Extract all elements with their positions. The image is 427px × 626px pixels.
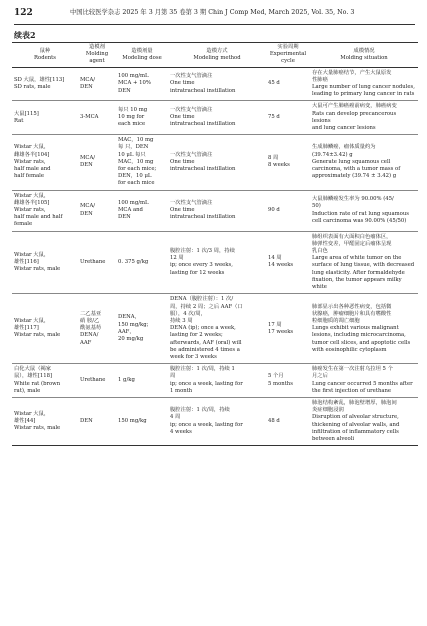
cell-method [168,294,266,364]
cell-rodent [12,101,78,135]
cell-line: Urethane [80,376,106,383]
column-header-en: Modeling method [193,54,241,61]
cell-outcome [310,135,418,190]
cell-line: Wistar rats, male [14,425,61,432]
cell-line: half female [14,173,45,180]
cell-method [168,231,266,294]
cell-line: approximately (39.74 ± 3.42) g [312,173,397,180]
cell-line: 20 mg/kg [118,335,144,342]
cell-method [168,364,266,398]
cell-rodent [12,364,78,398]
cell-line: AAF [80,339,92,346]
cell-line: ip; once a week, lasting for [170,380,243,387]
cell-line: half male and half [14,214,63,221]
cell-outcome [310,67,418,101]
column-header-en: Molding situation [340,54,388,61]
cell-line: 肺泡结构紊乱，肺泡壁增厚，肺泡间 [312,399,397,406]
cell-line: intratracheal instillation [170,214,236,221]
table-body [12,67,418,446]
cell-rodent [12,294,78,364]
cell-cycle [266,294,310,364]
column-header-zh: 造模方式 [206,47,228,54]
cell-line: cell carcinoma was 90.00% (45/50) [312,217,407,224]
cell-line: 生成肺鳞癌，瘤体质量约为 [312,144,376,151]
cell-line: 5 months [268,380,293,387]
journal-line: 中国比较医学杂志 2025 年 3 月第 35 卷第 3 期 Chin J Comp Med, March 2025, Vol. 35, No. 3 [70,9,355,16]
cell-line: Wistar 大鼠， [14,251,50,258]
cell-line: DEN，10 μL [118,173,152,180]
cell-line: ip; once every 3 weeks, [170,262,233,269]
cell-line: DEN [118,214,131,221]
cell-cycle [266,397,310,445]
cell-line: DENA， [118,314,140,321]
cell-line: surface of lung tissue, with decreased [312,262,415,269]
data-table [12,42,418,446]
cell-line: ip; once a week, lasting for [170,421,243,428]
cell-line: the first injection of urethane [312,387,392,394]
cell-line: lesions, including microcarcinoma, [312,332,406,339]
column-header-en: Molding agent [85,51,109,65]
table-row [12,101,418,135]
cell-line: 肺癌发生在第一次注射乌拉坦 5 个 [312,366,393,373]
cell-line: 雄性[44] [14,417,36,424]
cell-line: 0. 375 g/kg [118,258,149,265]
cell-line: 硝 胺/乙 [80,317,100,324]
cell-outcome [310,294,418,364]
cell-line: afterwards, AAF (oral) will [170,339,242,346]
cell-line: 4 weeks [170,428,192,435]
column-header-en: Experimental cycle [269,51,307,65]
cell-line: 肺部显示出各种恶性病变，包括微 [312,303,392,310]
cell-cycle [266,101,310,135]
cell-line: 150 mg/kg [118,417,147,424]
cell-line: Large number of lung cancer nodules, [312,84,415,91]
cell-line: 17 周 [268,321,282,328]
cell-method [168,67,266,101]
cell-line: MAC，10 mg [118,158,154,165]
cell-line: Wistar rats, [14,158,46,165]
cell-line: 月之后 [312,373,328,380]
cell-method [168,101,266,135]
cell-line: Lung cancer occurred 5 months after [312,380,413,387]
cell-line: MCA and [118,207,143,214]
table-row [12,67,418,101]
cell-line: 雄性[117] [14,325,39,332]
cell-line: Rats can develop precancerous lesions [312,110,397,124]
cell-line: Large area of white tumor on the [312,255,402,262]
cell-line: 腹腔注射：1 次/3 周，持续 [170,248,235,255]
column-header-zh: 成模情况 [353,47,375,54]
cell-line: 雌雄各半[104] [14,151,50,158]
cell-line: DEN [118,87,131,94]
cell-line: lung elasticity. After formaldehyde [312,269,405,276]
cell-line: rat), male [14,387,41,394]
cell-line: 服），4 次/周， [170,310,206,317]
column-header-en: Rodents [34,54,56,61]
cell-line: Disruption of alveolar structure, [312,414,399,421]
cell-rodent [12,231,78,294]
cell-line: 酰氨基芴 [80,325,102,332]
cell-line: 雌雄各半[105] [14,199,50,206]
cell-line: Wistar 大鼠， [14,192,50,199]
cell-line: MCA/ [80,203,96,210]
cell-line: lasting for 2 weeks; [170,332,223,339]
cell-dose [116,67,168,101]
cell-line: 大鼠肺鳞癌发生率为 90.00% (45/ [312,196,394,203]
cell-line: 一次性支气管滴注 [170,73,213,80]
cell-line: Urethane [80,258,106,265]
cell-line: 45 d [268,80,280,87]
cell-agent [78,294,116,364]
cell-agent [78,190,116,231]
cell-line: MAC，10 mg [118,137,154,144]
cell-line: AAF， [118,328,135,335]
cell-line: 每只 10 mg [118,107,148,114]
cell-line: and lung cancer lesions [312,125,376,132]
cell-dose [116,294,168,364]
cell-line: 3-MCA [80,114,99,121]
cell-line: thickening of alveolar walls, and [312,421,400,428]
table-row [12,231,418,294]
cell-cycle [266,135,310,190]
column-header [266,43,310,68]
cell-line: intratracheal instillation [170,166,236,173]
cell-line: with eosinophilic cytoplasm [312,346,387,353]
cell-line: DEN [80,210,93,217]
cell-rodent [12,397,78,445]
cell-line: be administered 4 times a [170,346,240,353]
cell-outcome [310,397,418,445]
cell-line: 粒细胞质的凋亡细胞 [312,317,360,324]
cell-outcome [310,231,418,294]
cell-line: Generate lung squamous cell [312,158,391,165]
cell-line: DENA（腹腔注射）：1 次/ [170,296,234,303]
cell-line: 17 weeks [268,328,294,335]
cell-line: carcinoma, with a tumor mass of [312,166,401,173]
cell-line: 二乙基亚 [80,310,102,317]
table-row [12,397,418,445]
cell-line: 1 g/kg [118,376,135,383]
cell-cycle [266,190,310,231]
cell-line: half male and [14,166,51,173]
cell-line: 炎症细胞浸润 [312,407,344,414]
cell-rodent [12,135,78,190]
cell-line: 每 只，DEN [118,144,149,151]
cell-line: 5 个月 [268,373,284,380]
column-header-zh: 实验周期 [277,44,299,50]
cell-line: 一次性支气管滴注 [170,199,213,206]
cell-line: Wistar rats, male [14,332,61,339]
cell-outcome [310,364,418,398]
cell-dose [116,397,168,445]
cell-line: 12 周 [170,255,184,262]
column-header-zh: 造模剂 [89,44,105,50]
cell-line: lasting for 12 weeks [170,269,225,276]
cell-line: 14 weeks [268,262,294,269]
column-header-en: Modeling dose [122,54,162,61]
cell-line: 10 mg for [118,114,145,121]
cell-line: DEN [80,162,93,169]
running-header [14,8,415,25]
cell-line: Induction rate of rat lung squamous [312,210,409,217]
cell-agent [78,67,116,101]
cell-line: 大鼠[115] [14,110,39,117]
cell-line: Wistar rats, [14,207,46,214]
cell-line: leading to primary lung cancer in rats [312,91,415,98]
cell-line: 腹腔注射：1 次/周，持续 [170,407,230,414]
cell-line: Lungs exhibit various malignant [312,325,399,332]
cell-agent [78,397,116,445]
cell-line: MCA/ [80,155,96,162]
cell-line: 8 weeks [268,162,290,169]
cell-line: (39.74±3.42) g [312,151,353,158]
cell-line: 存在大量肺癌结节，产生大鼠原发 [312,69,392,76]
table-row [12,364,418,398]
column-header [78,43,116,68]
cell-line: 100 mg/mL [118,199,149,206]
cell-line: 周 [170,373,176,380]
cell-line: 白化大鼠（褐家 [14,366,52,373]
cell-line: Wistar 大鼠， [14,317,50,324]
cell-method [168,135,266,190]
cell-agent [78,364,116,398]
cell-line: female [14,221,33,228]
cell-line: 乳白色 [312,248,328,255]
cell-line: infiltration of inflammatory cells [312,428,399,435]
cell-line: 雄性[116] [14,258,39,265]
cell-outcome [310,101,418,135]
cell-line: 持续 3 周 [170,317,193,324]
cell-line: Wistar 大鼠， [14,144,50,151]
cell-line: intratracheal instillation [170,121,236,128]
cell-line: for each mice [118,180,155,187]
page-number: 122 [14,8,33,18]
cell-rodent [12,67,78,101]
cell-line: Wistar rats, male [14,266,61,273]
cell-line: One time [170,80,195,87]
cell-line: One time [170,207,195,214]
cell-line: DENA (ip); once a week, [170,325,236,332]
cell-agent [78,231,116,294]
cell-line: 状腺癌，肿瘤细胞片和具有嗜酸性 [312,310,392,317]
cell-line: MCA/ [80,76,96,83]
column-header-zh: 造模剂量 [131,47,153,54]
cell-line: 14 周 [268,255,282,262]
cell-line: 肺弹性变差，甲醛固定后瘤体呈现 [312,240,392,247]
cell-line: SD rats, male [14,84,51,91]
cell-dose [116,364,168,398]
cell-line: MCA + 10% [118,80,151,87]
cell-line: 一次性支气管滴注 [170,107,213,114]
cell-line: 腹腔注射：1 次/周，持续 1 [170,366,235,373]
column-header [12,43,78,68]
cell-line: DEN [80,417,93,424]
cell-line: 1 month [170,387,193,394]
cell-line: white [312,284,327,291]
table-caption: 续表2 [14,30,36,40]
cell-line: DENA/ [80,332,99,339]
cell-line: Rat [14,117,24,124]
cell-line: White rat (brown [14,380,61,387]
table-header [12,43,418,68]
cell-line: week for 3 weeks [170,353,217,360]
cell-line: 一次性支气管滴注 [170,151,213,158]
cell-agent [78,101,116,135]
cell-dose [116,231,168,294]
cell-line: 肺组织表面有大面积白色瘤体区， [312,233,392,240]
cell-line: intratracheal instillation [170,87,236,94]
cell-line: 10 μL 每只 [118,151,146,158]
table-row [12,135,418,190]
cell-cycle [266,67,310,101]
cell-line: SD 大鼠，雄性[113] [14,76,65,83]
cell-line: 性肺癌 [312,76,328,83]
cell-dose [116,135,168,190]
table-row [12,294,418,364]
cell-method [168,397,266,445]
cell-dose [116,190,168,231]
cell-line: fixation, the tumor appears milky [312,276,402,283]
column-header [310,43,418,68]
cell-line: for each mice; [118,166,157,173]
cell-cycle [266,364,310,398]
cell-line: between alveoli [312,435,355,442]
cell-line: 鼠），雄性[118] [14,373,53,380]
cell-line: 4 周 [170,414,181,421]
column-header [116,43,168,68]
cell-line: 大鼠可产生肺癌癌前病变，肺癌病变 [312,103,397,110]
cell-rodent [12,190,78,231]
cell-dose [116,101,168,135]
column-header-zh: 鼠种 [39,47,51,54]
cell-cycle [266,231,310,294]
cell-line: Wistar 大鼠， [14,410,50,417]
cell-agent [78,135,116,190]
cell-line: 90 d [268,207,280,214]
cell-method [168,190,266,231]
cell-line: 50) [312,203,321,210]
table-row [12,190,418,231]
cell-line: 75 d [268,114,280,121]
cell-line: DEN [80,84,93,91]
cell-line: 48 d [268,417,280,424]
header-row [12,43,418,68]
cell-line: 8 周 [268,155,279,162]
column-header [168,43,266,68]
cell-outcome [310,190,418,231]
cell-line: 100 mg/mL [118,73,149,80]
cell-line: 150 mg/kg; [118,321,149,328]
cell-line: 周，持续 2 周；之后 AAF（口 [170,303,243,310]
cell-line: each mice [118,121,146,128]
cell-line: One time [170,114,195,121]
cell-line: tumor cell slices, and apoptotic cells [312,339,411,346]
cell-line: One time [170,158,195,165]
